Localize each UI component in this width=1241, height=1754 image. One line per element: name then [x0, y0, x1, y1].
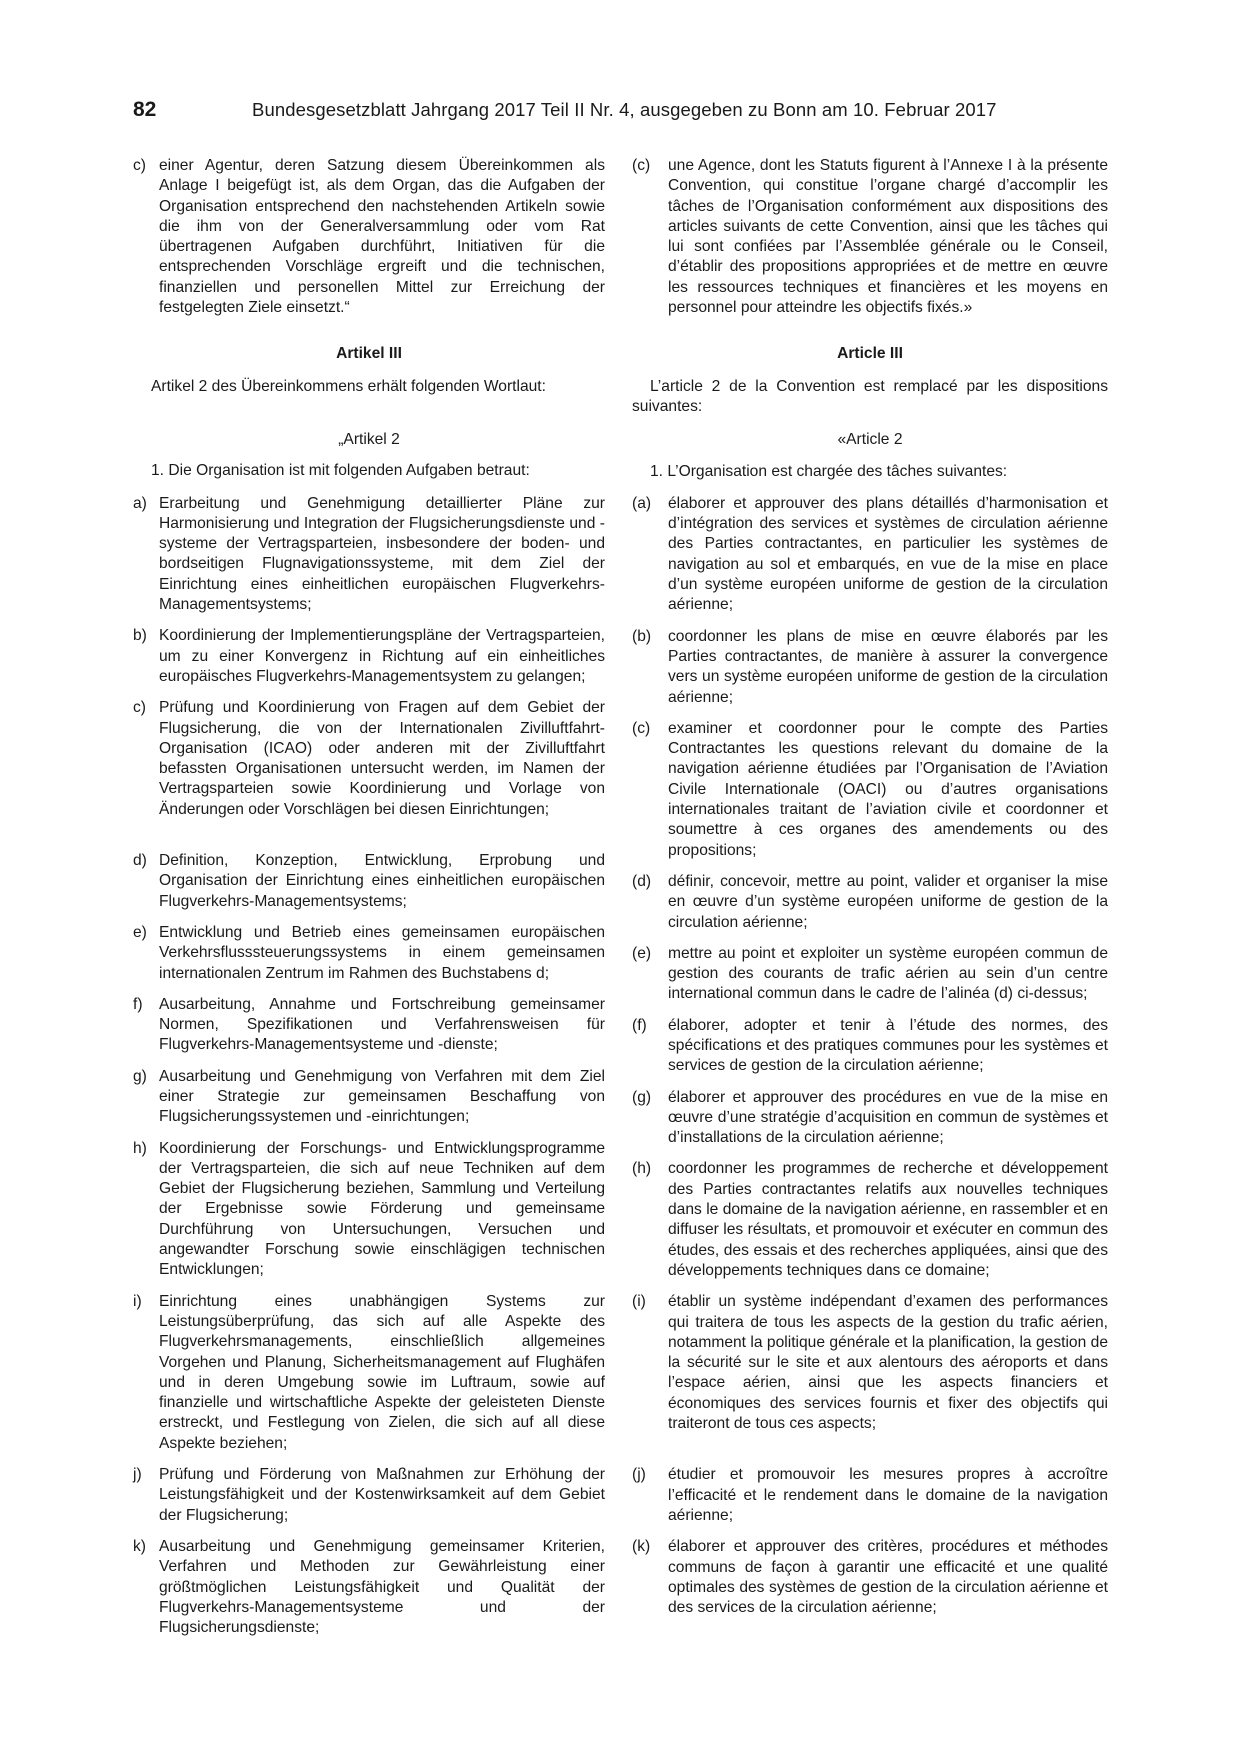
- item-marker: (c): [632, 157, 651, 174]
- list-item: [632, 944, 1108, 1005]
- item-marker: d): [133, 852, 147, 870]
- list-item: [632, 719, 1108, 861]
- item-marker: b): [133, 627, 147, 645]
- item-text: élaborer, adopter et tenir à l’étude des normes, des spécifications et des pratiques communes pour les systèmes et services de gestion de la circulation aérienne;: [668, 1016, 1108, 1075]
- list-item: [632, 156, 1108, 318]
- article-heading: Article III: [837, 345, 903, 363]
- item-marker: (d): [632, 872, 652, 890]
- item-marker: (f): [632, 1016, 647, 1034]
- item-text: Ausarbeitung und Genehmigung gemeinsamer Kriterien, Verfahren und Methoden zur Gewährleistung einer größtmöglichen Leistungsfähigkeit und Qualität der Flugverkehrs-Managementsysteme und der Flugsicherungsdienste;: [159, 1537, 605, 1637]
- item-marker: c): [133, 699, 146, 717]
- item-marker: (i): [632, 1293, 646, 1311]
- article-intro: Artikel 2 des Übereinkommens erhält folgenden Wortlaut:: [151, 377, 546, 395]
- list-item: [133, 1292, 605, 1454]
- item-text: élaborer et approuver des critères, procédures et méthodes communs de façon à garantir une efficacité et une qualité optimales des systèmes de gestion de la circulation aérienne et des services de la circulation aérienne;: [668, 1538, 1108, 1617]
- list-item: [133, 1537, 605, 1638]
- item-text: une Agence, dont les Statuts figurent à l’Annexe I à la présente Convention, qui constitue l’organe chargé d’accomplir les tâches de l’Organisation conformément aux dispositions des articles suivants de cette Convention, ainsi que les tâches qui lui sont confiées par l’Assemblée générale ou le Conseil, d’établir des propositions appropriées et de mettre en œuvre les ressources techniques et financières et les moyens en personnel pour atteindre les objectifs fixés.»: [668, 157, 1108, 317]
- page-number: 82: [133, 98, 157, 121]
- item-marker: e): [133, 923, 147, 941]
- list-item: [632, 1465, 1108, 1526]
- item-text: Prüfung und Förderung von Maßnahmen zur Erhöhung der Leistungsfähigkeit und der Kostenwirksamkeit auf dem Gebiet der Flugsicherung;: [159, 1466, 605, 1524]
- page-header: [0, 98, 1241, 128]
- list-item: [632, 627, 1108, 708]
- item-marker: (g): [632, 1088, 652, 1106]
- list-item: [632, 872, 1108, 933]
- item-marker: i): [133, 1292, 142, 1310]
- item-marker: g): [133, 1067, 147, 1085]
- item-marker: (a): [632, 494, 652, 512]
- item-text: Ausarbeitung, Annahme und Fortschreibung gemeinsamer Normen, Spezifikationen und Verfahrensweisen für Flugverkehrs-Managementsysteme und -dienste;: [159, 995, 605, 1054]
- item-marker: (j): [632, 1466, 646, 1484]
- item-text: Koordinierung der Forschungs- und Entwicklungsprogramme der Vertragsparteien, die sich auf neue Techniken auf dem Gebiet der Flugsicherung beziehen, Sammlung und Verteilung der Ergebnisse sowie Förderung und gemeinsame Durchführung von Untersuchungen, Versuchen und angewandter Forschung sowie einschlägigen technischen Entwicklungen;: [159, 1139, 605, 1279]
- list-item: [133, 1465, 605, 1526]
- item-text: Definition, Konzeption, Entwicklung, Erprobung und Organisation der Einrichtung eines einheitlichen europäischen Flugverkehrs-Managementsystems;: [159, 852, 605, 910]
- paragraph-1: 1. L’Organisation est chargée des tâches suivantes:: [650, 462, 1008, 480]
- running-title: Bundesgesetzblatt Jahrgang 2017 Teil II Nr. 4, ausgegeben zu Bonn am 10. Februar 2017: [252, 99, 997, 120]
- list-item: [133, 156, 605, 318]
- list-item: [133, 851, 605, 912]
- german-column: [133, 156, 605, 1649]
- list-item: [133, 1139, 605, 1281]
- item-marker: (c): [632, 719, 651, 737]
- list-item: [133, 923, 605, 984]
- item-text: Einrichtung eines unabhängigen Systems zur Leistungsüberprüfung, das sich auf alle Aspekte des Flugverkehrsmanagements, einschließlich allgemeines Vorgehen und Planung, Sicherheitsmanagement auf Flughäfen und in deren Umgebung sowie im Luftraum, sowie auf finanzielle und wirtschaftliche Aspekte der geleisteten Dienste erstreckt, und Festlegung von Zielen, die sich auf all diese Aspekte beziehen;: [159, 1292, 605, 1452]
- list-item: [632, 1088, 1108, 1149]
- item-marker: c): [133, 157, 146, 174]
- quoted-article-heading: „Artikel 2: [338, 430, 400, 448]
- item-text: établir un système indépendant d’examen des performances qui traitera de tous les aspects de la gestion du trafic aérien, notamment la politique générale et la planification, la gestion de la sécurité sur le site et aux alentours des aéroports et dans l’espace aérien, ainsi que les aspects financiers et économiques des services fournis et fixer des objectifs qui traiteront de tous ces aspects;: [668, 1293, 1108, 1433]
- item-text: définir, concevoir, mettre au point, valider et organiser la mise en œuvre d’un système européen uniforme de gestion de la circulation aérienne;: [668, 872, 1108, 931]
- item-text: einer Agentur, deren Satzung diesem Übereinkommen als Anlage I beigefügt ist, als dem Organ, das die Aufgaben der Organisation entsprechend den nachstehenden Artikeln sowie die ihm von der Generalversammlung oder vom Rat übertragenen Aufgaben durchführt, Initiativen für die entsprechenden Vorschläge ergreift und die technischen, finanziellen und personellen Mittel zur Erreichung der festgelegten Ziele einsetzt.“: [159, 157, 605, 317]
- item-text: Koordinierung der Implementierungspläne der Vertragsparteien, um zu einer Konvergenz in Richtung auf ein einheitliches europäisches Flugverkehrs-Managementsystem zu gelangen;: [159, 627, 605, 685]
- list-item: [133, 698, 605, 820]
- list-item: [632, 1016, 1108, 1077]
- item-text: examiner et coordonner pour le compte des Parties Contractantes les questions relevant du domaine de la navigation aérienne étudiées par l’Organisation de l’Aviation Civile Internationale (OACI) ou d’autres organisations internationales traitant de l’aviation civile et coordonner et soumettre à ces organes des amendements ou des propositions;: [668, 719, 1108, 859]
- item-marker: (e): [632, 944, 652, 962]
- item-marker: (h): [632, 1160, 652, 1178]
- list-item: [133, 626, 605, 687]
- item-text: mettre au point et exploiter un système européen commun de gestion des courants de trafic aérien au sein d’un centre international commun dans le cadre de l’alinéa (d) ci-dessus;: [668, 944, 1108, 1003]
- item-marker: f): [133, 995, 143, 1013]
- item-text: élaborer et approuver des plans détaillés d’harmonisation et d’intégration des services et systèmes de circulation aérienne des Parties contractantes, en particulier les systèmes de navigation au sol et embarqués, en vue de la mise en place d’un système européen uniforme de gestion de la circulation aérienne;: [668, 494, 1108, 614]
- item-marker: (k): [632, 1538, 651, 1556]
- item-marker: h): [133, 1139, 147, 1157]
- item-marker: (b): [632, 627, 652, 645]
- list-item: [133, 494, 605, 616]
- quoted-article-heading: «Article 2: [837, 431, 903, 449]
- paragraph-1: 1. Die Organisation ist mit folgenden Aufgaben betraut:: [151, 462, 530, 480]
- item-marker: k): [133, 1537, 146, 1555]
- item-text: étudier et promouvoir les mesures propres à accroître l’efficacité et le rendement dans le domaine de la navigation aérienne;: [668, 1466, 1108, 1524]
- item-text: Ausarbeitung und Genehmigung von Verfahren mit dem Ziel einer Strategie zur gemeinsamen Beschaffung von Flugsicherungssystemen und -einrichtungen;: [159, 1067, 605, 1126]
- item-text: Erarbeitung und Genehmigung detaillierter Pläne zur Harmonisierung und Integration der Flugsicherungsdienste und -systeme der Vertragsparteien, insbesondere der boden- und bordseitigen Flugnavigationssysteme, mit dem Ziel der Einrichtung eines einheitlichen europäischen Flugverkehrs-Managementsystems;: [159, 494, 605, 614]
- item-text: coordonner les programmes de recherche et développement des Parties contractantes relatifs aux nouvelles techniques dans le domaine de la navigation aérienne, en rassembler et en diffuser les résultats, et promouvoir et exécuter en commun des études, des essais et des recherches appliquées, ainsi que des développements techniques dans ce domaine;: [668, 1160, 1108, 1279]
- item-marker: j): [133, 1466, 142, 1484]
- list-item: [133, 995, 605, 1056]
- item-marker: a): [133, 494, 147, 512]
- article-heading: Artikel III: [336, 345, 402, 363]
- list-item: [632, 1292, 1108, 1434]
- french-column: [632, 156, 1108, 1629]
- item-text: élaborer et approuver des procédures en vue de la mise en œuvre d’une stratégie d’acquisition en commun de systèmes et d’installations de la circulation aérienne;: [668, 1088, 1108, 1147]
- list-item: [632, 1537, 1108, 1618]
- list-item: [133, 1067, 605, 1128]
- list-item: [632, 494, 1108, 616]
- item-text: Entwicklung und Betrieb eines gemeinsamen europäischen Verkehrsflusssteuerungssystems in einem gemeinsamen internationalen Zentrum im Rahmen des Buchstabens d;: [159, 923, 605, 982]
- item-text: Prüfung und Koordinierung von Fragen auf dem Gebiet der Flugsicherung, die von der Internationalen Zivilluftfahrt-Organisation (ICAO) oder anderen mit der Zivilluftfahrt befassten Organisationen untersucht werden, im Namen der Vertragsparteien sowie Koordinierung und Vorlage von Änderungen oder Vorschlägen bei diesen Einrichtungen;: [159, 699, 605, 818]
- list-item: [632, 1159, 1108, 1281]
- article-intro: L’article 2 de la Convention est remplacé par les dispositions suivantes:: [632, 377, 1108, 415]
- item-text: coordonner les plans de mise en œuvre élaborés par les Parties contractantes, de manière à assurer la convergence vers un système européen uniforme de gestion de la circulation aérienne;: [668, 627, 1108, 706]
